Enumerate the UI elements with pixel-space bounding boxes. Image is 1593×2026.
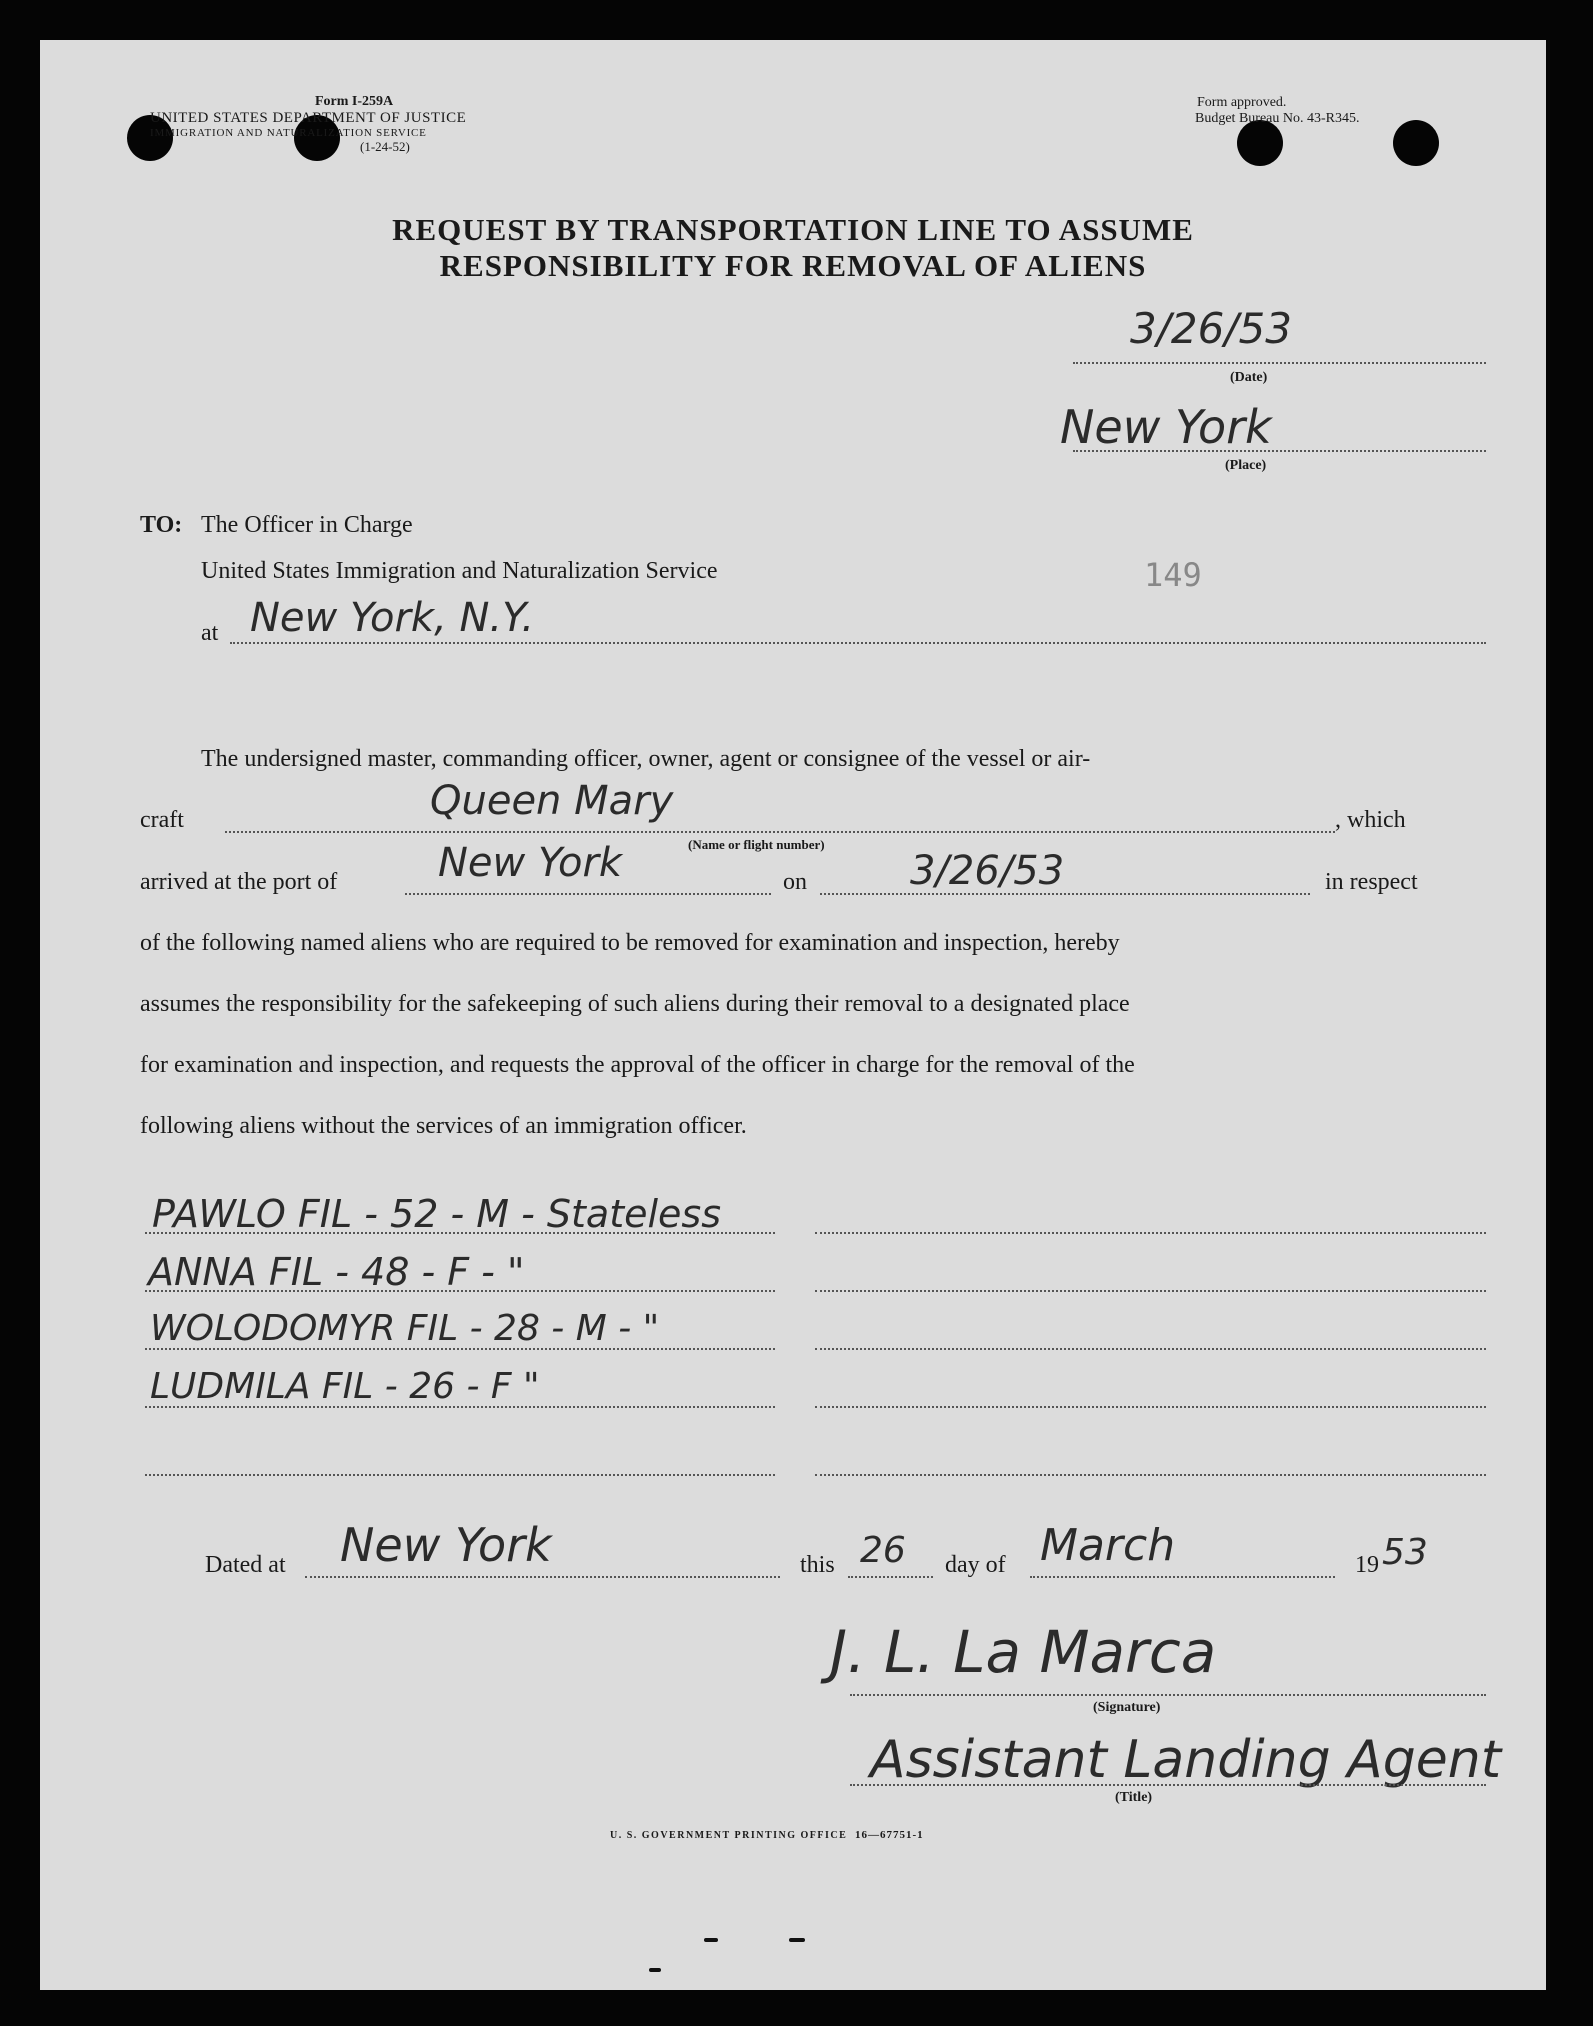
form-number: Form I-259A (315, 94, 394, 109)
form-title-line2: RESPONSIBILITY FOR REMOVAL OF ALIENS (439, 248, 1147, 283)
date-line (1073, 362, 1486, 364)
port-line (405, 893, 771, 895)
arrived-label: arrived at the port of (140, 869, 338, 895)
arrival-date-value: 3/26/53 (910, 848, 1065, 894)
day-of-label: day of (945, 1552, 1006, 1578)
budget-bureau-text: Budget Bureau No. 43-R345. (1195, 111, 1360, 126)
dated-place-line (305, 1576, 780, 1578)
form-header-left (150, 94, 466, 154)
form-title-line1: REQUEST BY TRANSPORTATION LINE TO ASSUME (392, 212, 1194, 247)
place-line (1073, 450, 1486, 452)
alien-line-left (145, 1474, 775, 1476)
signature-caption: (Signature) (1093, 1700, 1161, 1715)
month-line (1030, 1576, 1335, 1578)
alien-line-right (815, 1406, 1486, 1408)
place-value: New York (1060, 400, 1272, 454)
arrival-date-line (820, 893, 1310, 895)
form-edition: (1-24-52) (360, 139, 410, 154)
craft-label: craft (140, 807, 184, 833)
alien-line-left (145, 1290, 775, 1292)
this-label: this (800, 1552, 835, 1578)
signature-line (850, 1694, 1486, 1696)
ins-service: United States Immigration and Naturalization Service (201, 558, 718, 584)
port-value: New York (438, 840, 623, 886)
alien-line-right (815, 1348, 1486, 1350)
at-value: New York, N.Y. (250, 595, 535, 641)
approval-text: Form approved. (1197, 95, 1287, 110)
vessel-value: Queen Mary (430, 778, 674, 824)
date-caption: (Date) (1230, 370, 1268, 385)
alien-line-right (815, 1474, 1486, 1476)
intro-text: The undersigned master, commanding officer, owner, agent or consignee of the vessel or air- (201, 746, 1091, 772)
title-value: Assistant Landing Agent (870, 1730, 1502, 1790)
signature-value: J. L. La Marca (830, 1618, 1217, 1686)
form-header-right (1195, 95, 1359, 127)
alien-line-right (815, 1290, 1486, 1292)
month-value: March (1040, 1520, 1176, 1571)
department-name: UNITED STATES DEPARTMENT OF JUSTICE (150, 110, 467, 126)
to-label: TO: (140, 512, 183, 538)
place-caption: (Place) (1225, 458, 1267, 473)
respect-label: in respect (1325, 869, 1418, 895)
alien-entry: ANNA FIL - 48 - F - " (148, 1250, 525, 1294)
title-line (850, 1784, 1486, 1786)
stamp-number: 149 (1144, 556, 1202, 594)
form-page (40, 40, 1546, 1990)
at-line (230, 642, 1486, 644)
paragraph-line6: following aliens without the services of an immigration officer. (140, 1113, 747, 1139)
which-label: , which (1335, 807, 1406, 833)
day-line (848, 1576, 933, 1578)
printing-office: U. S. GOVERNMENT PRINTING OFFICE (610, 1830, 848, 1841)
day-value: 26 (860, 1530, 906, 1571)
dated-place-value: New York (340, 1518, 552, 1572)
year-suffix: 53 (1382, 1532, 1428, 1573)
punch-hole (1393, 120, 1439, 166)
printing-code: 16—67751-1 (855, 1829, 924, 1841)
alien-entry: WOLODOMYR FIL - 28 - M - " (150, 1308, 660, 1349)
scan-mark (789, 1938, 805, 1942)
year-prefix: 19 (1355, 1552, 1379, 1578)
at-label: at (201, 620, 219, 646)
craft-line (225, 831, 1335, 833)
paragraph-line4: assumes the responsibility for the safekeeping of such aliens during their removal to a designated place (140, 991, 1130, 1017)
alien-line-right (815, 1232, 1486, 1234)
alien-line-left (145, 1406, 775, 1408)
alien-line-left (145, 1348, 775, 1350)
alien-entry: PAWLO FIL - 52 - M - Stateless (152, 1192, 722, 1236)
scan-mark (704, 1938, 718, 1942)
paragraph-line5: for examination and inspection, and requests the approval of the officer in charge for the removal of the (140, 1052, 1135, 1078)
officer-in-charge: The Officer in Charge (201, 512, 413, 538)
service-name: IMMIGRATION AND NATURALIZATION SERVICE (150, 127, 427, 139)
vessel-caption: (Name or flight number) (688, 837, 825, 852)
title-caption: (Title) (1115, 1790, 1153, 1805)
on-label: on (783, 869, 807, 895)
scan-mark (649, 1968, 661, 1972)
paragraph-line3: of the following named aliens who are required to be removed for examination and inspection, hereby (140, 930, 1120, 956)
alien-entry: LUDMILA FIL - 26 - F " (150, 1366, 540, 1407)
alien-line-left (145, 1232, 775, 1234)
date-value: 3/26/53 (1130, 304, 1292, 353)
dated-at-label: Dated at (205, 1552, 286, 1578)
